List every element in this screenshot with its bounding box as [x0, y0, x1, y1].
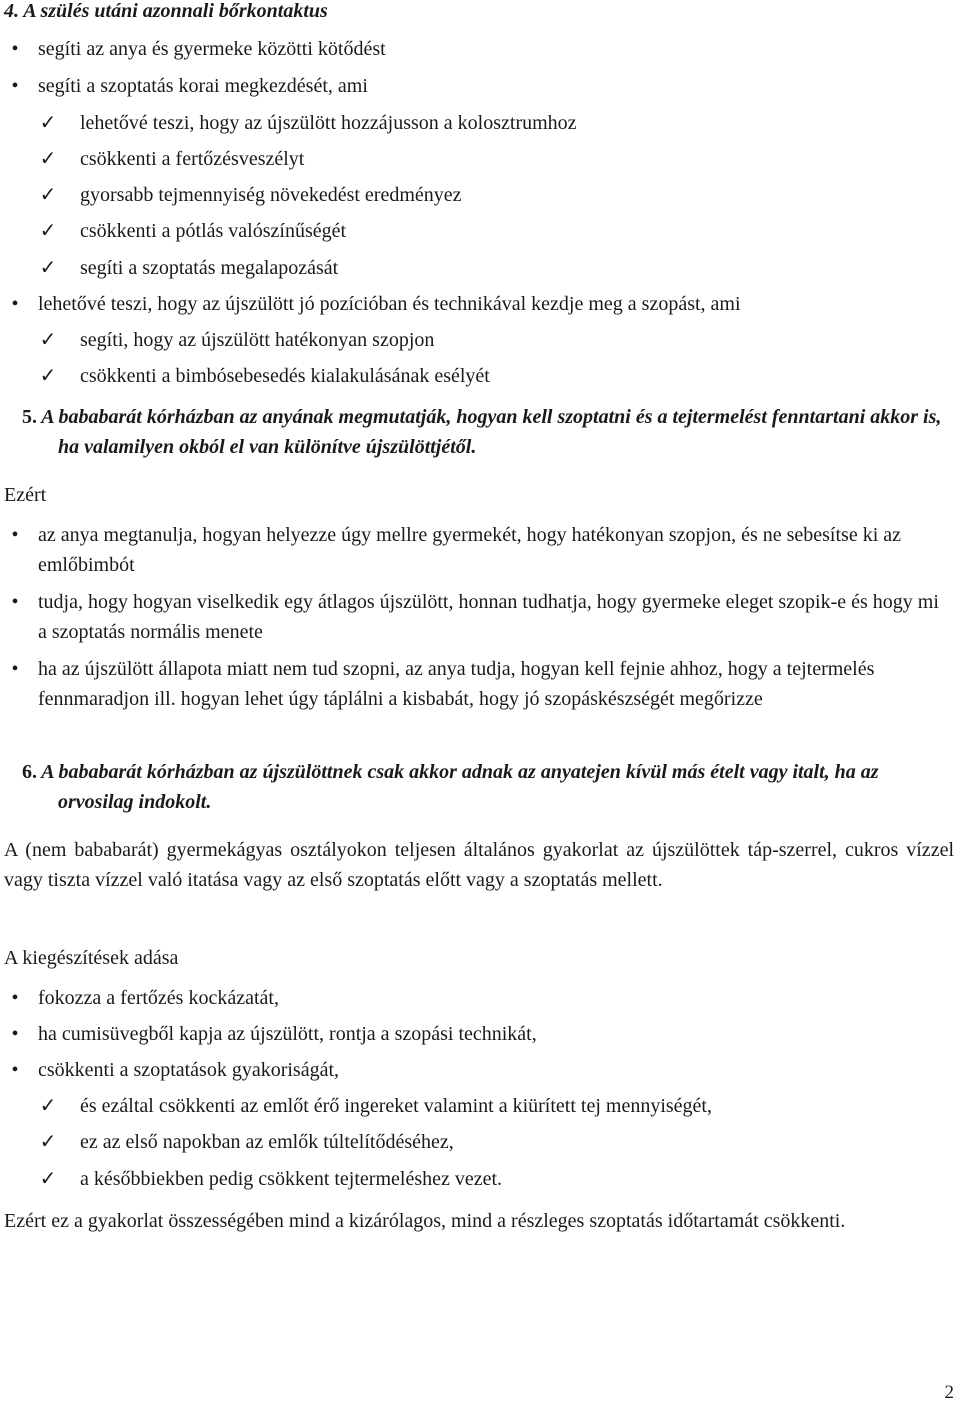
section-6-paragraph-3: Ezért ez a gyakorlat összességében mind a kizárólagos, mind a részleges szoptatás időtartamát csökkenti. [4, 1210, 846, 1232]
list-item-text: csökkenti a bimbósebesedés kialakulásának esélyét [80, 365, 490, 387]
list-item-text: lehetővé teszi, hogy az újszülött jó pozícióban és technikával kezdje meg a szopást, ami [38, 293, 741, 315]
list-item-text: a későbbiekben pedig csökkent tejtermeléshez vezet. [80, 1168, 503, 1190]
section-4-heading: 4. A szülés utáni azonnali bőrkontaktus [4, 0, 328, 22]
list-item-text: tudja, hogy hogyan viselkedik egy átlagos újszülött, honnan tudhatja, hogy gyermeke eleget szopik-e és hogy mi a szoptatás normális menete [38, 591, 939, 643]
page-number: 2 [944, 1382, 954, 1403]
checkmark-icon: ✓ [39, 365, 57, 387]
list-item-text: segíti a szoptatás megalapozását [80, 257, 339, 279]
checkmark-icon: ✓ [39, 257, 57, 279]
section-6-paragraph-1: A (nem bababarát) gyermekágyas osztályokon teljesen általános gyakorlat az újszülöttek táp-szerrel, cukros vízzel vagy tiszta vízzel való itatása vagy az első szoptatás előtt vagy a szoptatás mellett. [4, 839, 954, 891]
bullet-icon: • [11, 38, 19, 60]
section-5-heading [22, 402, 954, 462]
checkmark-icon: ✓ [39, 1131, 57, 1153]
bullet-icon: • [11, 293, 19, 315]
list-item-text: ha cumisüvegből kapja az újszülött, rontja a szopási technikát, [38, 1023, 537, 1045]
bullet-icon: • [11, 658, 19, 680]
checkmark-icon: ✓ [39, 184, 57, 206]
section-number: 5. [22, 406, 37, 428]
list-item-text: az anya megtanulja, hogyan helyezze úgy mellre gyermekét, hogy hatékonyan szopjon, és ne sebesítse ki az emlőbimbót [38, 524, 902, 576]
checkmark-icon: ✓ [39, 112, 57, 134]
section-heading-text: A bababarát kórházban az anyának megmutatják, hogyan kell szoptatni és a tejtermelést fenntartani akkor is, ha valamilyen okból el van különítve újszülöttjétől. [41, 406, 942, 458]
bullet-icon: • [11, 1059, 19, 1081]
checkmark-icon: ✓ [39, 329, 57, 351]
section-number: 6. [22, 761, 37, 783]
list-item-text: ha az újszülött állapota miatt nem tud szopni, az anya tudja, hogyan kell fejnie ahhoz, hogy a tejtermelés fennmaradjon ill. hogyan lehet úgy táplálni a kisbabát, hogy jó szopáskészségét megőrizze [38, 658, 875, 710]
checkmark-icon: ✓ [39, 220, 57, 242]
list-item-text: segíti az anya és gyermeke közötti kötődést [38, 38, 386, 60]
bullet-icon: • [11, 75, 19, 97]
bullet-icon: • [11, 591, 19, 613]
bullet-icon: • [11, 987, 19, 1009]
section-6-paragraph-2: A kiegészítések adása [4, 947, 179, 969]
list-item-text: csökkenti a szoptatások gyakoriságát, [38, 1059, 340, 1081]
checkmark-icon: ✓ [39, 1168, 57, 1190]
section-heading-text: A bababarát kórházban az újszülöttnek csak akkor adnak az anyatejen kívül más ételt vagy italt, ha az orvosilag indokolt. [41, 761, 879, 813]
list-item-text: fokozza a fertőzés kockázatát, [38, 987, 279, 1009]
list-item-text: segíti a szoptatás korai megkezdését, ami [38, 75, 368, 97]
list-item-text: gyorsabb tejmennyiség növekedést eredményez [80, 184, 462, 206]
list-item-text: ez az első napokban az emlők túltelítődéséhez, [80, 1131, 454, 1153]
list-item-text: lehetővé teszi, hogy az újszülött hozzájusson a kolosztrumhoz [80, 112, 577, 134]
checkmark-icon: ✓ [39, 1095, 57, 1117]
bullet-icon: • [11, 1023, 19, 1045]
section-5-lead: Ezért [4, 484, 47, 506]
checkmark-icon: ✓ [39, 148, 57, 170]
bullet-icon: • [11, 524, 19, 546]
list-item-text: csökkenti a pótlás valószínűségét [80, 220, 347, 242]
list-item-text: segíti, hogy az újszülött hatékonyan szopjon [80, 329, 435, 351]
list-item-text: csökkenti a fertőzésveszélyt [80, 148, 305, 170]
list-item-text: és ezáltal csökkenti az emlőt érő ingereket valamint a kiürített tej mennyiségét, [80, 1095, 712, 1117]
section-6-heading [22, 757, 954, 817]
